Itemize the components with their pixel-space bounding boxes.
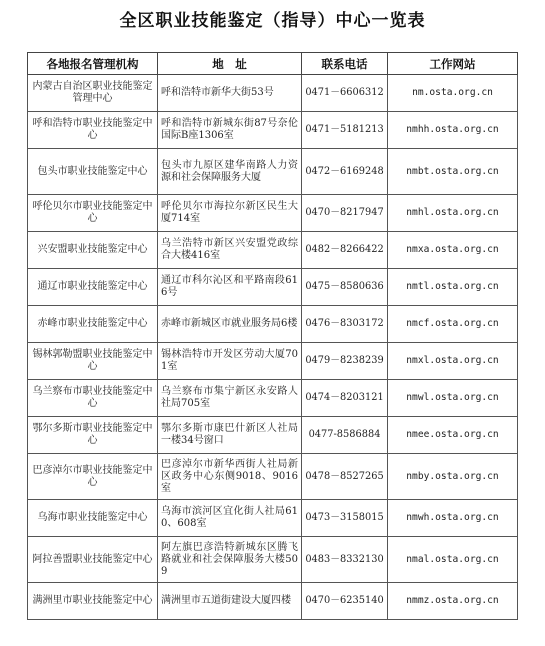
phone-cell: 0479－8238239 — [302, 343, 388, 380]
address-cell: 鄂尔多斯市康巴什新区人社局一楼34号窗口 — [158, 417, 302, 454]
document-title: 全区职业技能鉴定（指导）中心一览表 — [119, 11, 426, 31]
address-cell: 满洲里市五道街建设大厦四楼 — [158, 583, 302, 620]
table-row — [28, 232, 518, 269]
org-cell: 呼和浩特市职业技能鉴定中心 — [28, 112, 158, 149]
address-cell: 巴彦淖尔市新华西街人社局新区政务中心东侧9018、9016室 — [158, 454, 302, 500]
org-cell: 阿拉善盟职业技能鉴定中心 — [28, 537, 158, 583]
table-row — [28, 306, 518, 343]
table-row — [28, 454, 518, 500]
address-cell: 包头市九原区建华南路人力资源和社会保障服务大厦 — [158, 149, 302, 195]
website-link[interactable]: nmmz.osta.org.cn — [388, 583, 518, 620]
address-cell: 呼和浩特市新华大街53号 — [158, 75, 302, 112]
address-cell: 乌兰浩特市新区兴安盟党政综合大楼416室 — [158, 232, 302, 269]
table-row — [28, 343, 518, 380]
website-link[interactable]: nmby.osta.org.cn — [388, 454, 518, 500]
website-link[interactable]: nm.osta.org.cn — [388, 75, 518, 112]
org-cell: 内蒙古自治区职业技能鉴定管理中心 — [28, 75, 158, 112]
phone-cell: 0471－5181213 — [302, 112, 388, 149]
table-row — [28, 500, 518, 537]
website-link[interactable]: nmee.osta.org.cn — [388, 417, 518, 454]
table-row — [28, 75, 518, 112]
phone-cell: 0473－3158015 — [302, 500, 388, 537]
org-cell: 赤峰市职业技能鉴定中心 — [28, 306, 158, 343]
org-cell: 乌兰察布市职业技能鉴定中心 — [28, 380, 158, 417]
address-cell: 锡林浩特市开发区劳动大厦701室 — [158, 343, 302, 380]
org-cell: 锡林郭勒盟职业技能鉴定中心 — [28, 343, 158, 380]
phone-cell: 0482－8266422 — [302, 232, 388, 269]
column-header-org: 各地报名管理机构 — [28, 53, 158, 75]
column-header-website: 工作网站 — [388, 53, 518, 75]
address-cell: 通辽市科尔沁区和平路南段616号 — [158, 269, 302, 306]
org-cell: 巴彦淖尔市职业技能鉴定中心 — [28, 454, 158, 500]
org-cell: 兴安盟职业技能鉴定中心 — [28, 232, 158, 269]
phone-cell: 0476－8303172 — [302, 306, 388, 343]
table-row — [28, 149, 518, 195]
address-cell: 赤峰市新城区市就业服务局6楼 — [158, 306, 302, 343]
address-cell: 乌海市滨河区宜化街人社局610、608室 — [158, 500, 302, 537]
website-link[interactable]: nmwh.osta.org.cn — [388, 500, 518, 537]
phone-cell: 0478－8527265 — [302, 454, 388, 500]
table-row — [28, 417, 518, 454]
website-link[interactable]: nmhl.osta.org.cn — [388, 195, 518, 232]
website-link[interactable]: nmxl.osta.org.cn — [388, 343, 518, 380]
org-cell: 满洲里市职业技能鉴定中心 — [28, 583, 158, 620]
table-row — [28, 583, 518, 620]
table-row — [28, 269, 518, 306]
website-link[interactable]: nmcf.osta.org.cn — [388, 306, 518, 343]
org-cell: 呼伦贝尔市职业技能鉴定中心 — [28, 195, 158, 232]
phone-cell: 0474－8203121 — [302, 380, 388, 417]
phone-cell: 0470－8217947 — [302, 195, 388, 232]
org-cell: 通辽市职业技能鉴定中心 — [28, 269, 158, 306]
phone-cell: 0470－6235140 — [302, 583, 388, 620]
phone-cell: 0477-8586884 — [302, 417, 388, 454]
table-row — [28, 380, 518, 417]
website-link[interactable]: nmhh.osta.org.cn — [388, 112, 518, 149]
phone-cell: 0483－8332130 — [302, 537, 388, 583]
org-cell: 鄂尔多斯市职业技能鉴定中心 — [28, 417, 158, 454]
phone-cell: 0472－6169248 — [302, 149, 388, 195]
org-cell: 乌海市职业技能鉴定中心 — [28, 500, 158, 537]
table-header-row — [28, 53, 518, 75]
center-directory-table — [27, 52, 518, 620]
address-cell: 阿左旗巴彦浩特新城东区腾飞路就业和社会保障服务大楼509 — [158, 537, 302, 583]
website-link[interactable]: nmxa.osta.org.cn — [388, 232, 518, 269]
table-row — [28, 537, 518, 583]
phone-cell: 0475－8580636 — [302, 269, 388, 306]
table-row — [28, 112, 518, 149]
phone-cell: 0471－6606312 — [302, 75, 388, 112]
address-cell: 呼和浩特市新城东街87号奈伦国际B座1306室 — [158, 112, 302, 149]
address-cell: 呼伦贝尔市海拉尔新区民生大厦714室 — [158, 195, 302, 232]
address-cell: 乌兰察布市集宁新区永安路人社局705室 — [158, 380, 302, 417]
website-link[interactable]: nmbt.osta.org.cn — [388, 149, 518, 195]
column-header-phone: 联系电话 — [302, 53, 388, 75]
table-row — [28, 195, 518, 232]
org-cell: 包头市职业技能鉴定中心 — [28, 149, 158, 195]
website-link[interactable]: nmwl.osta.org.cn — [388, 380, 518, 417]
column-header-address: 地 址 — [158, 53, 302, 75]
website-link[interactable]: nmtl.osta.org.cn — [388, 269, 518, 306]
website-link[interactable]: nmal.osta.org.cn — [388, 537, 518, 583]
